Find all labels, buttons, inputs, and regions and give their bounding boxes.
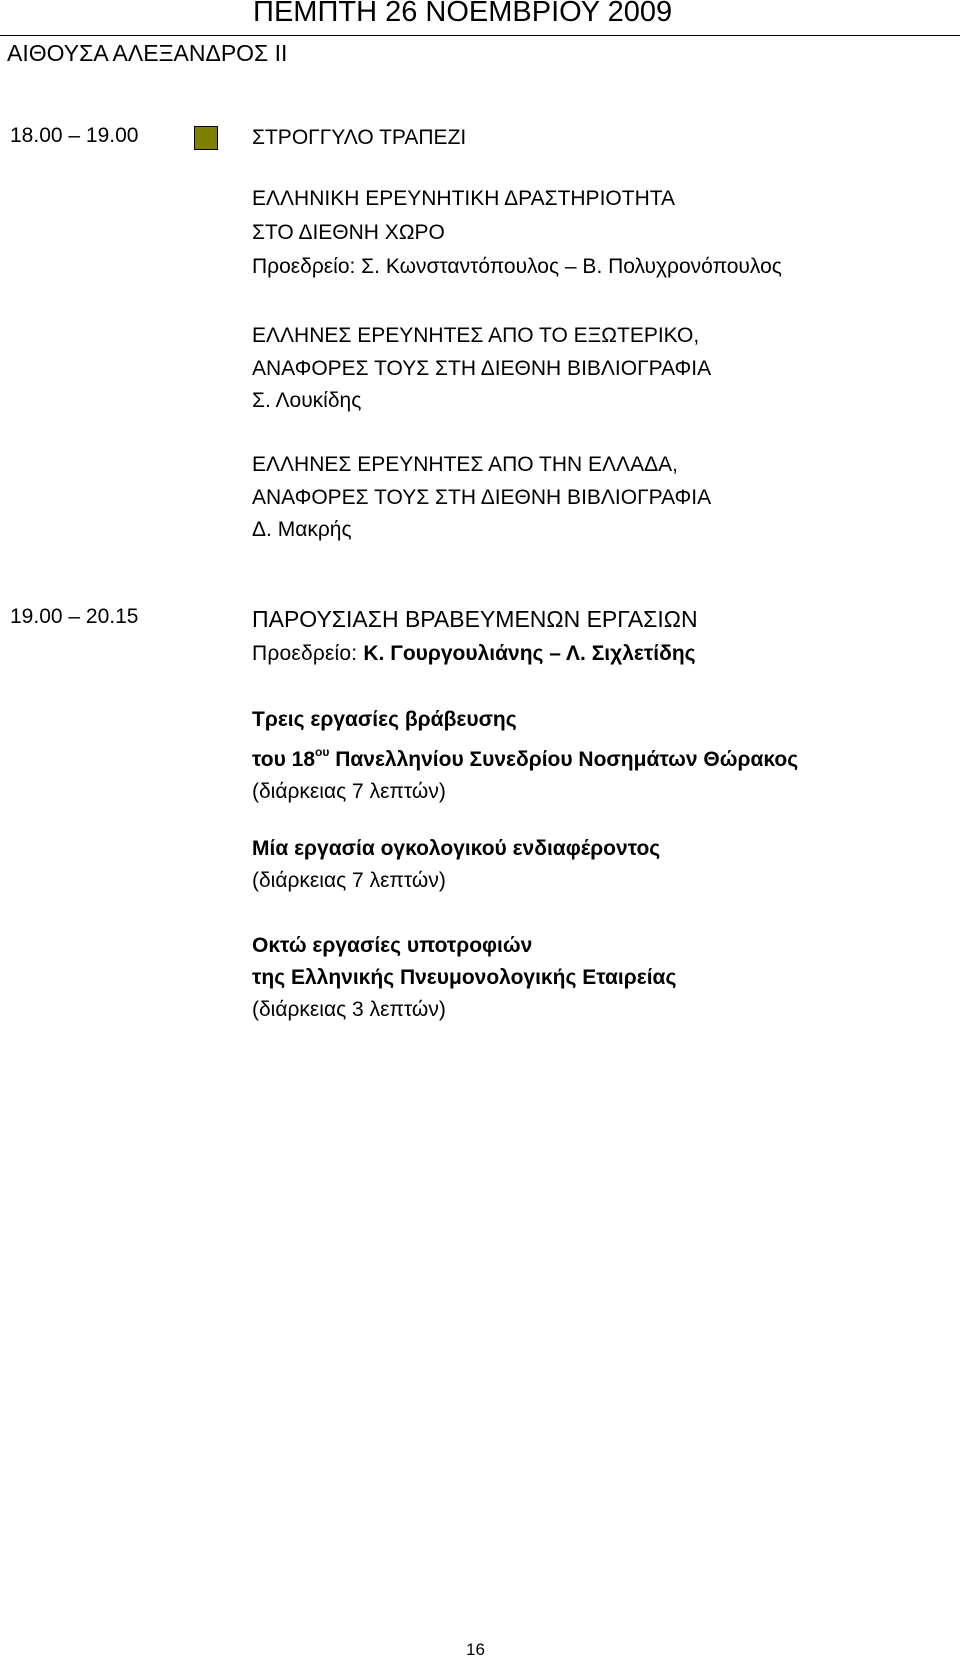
- chair-label: Προεδρείο:: [252, 255, 362, 278]
- award-item-3-title: Οκτώ εργασίες υποτροφιών: [252, 934, 533, 957]
- award-item-2-title: Μία εργασία ογκολογικού ενδιαφέροντος: [252, 837, 661, 860]
- session-color-marker: [194, 126, 218, 150]
- award-item-3: [252, 930, 676, 1026]
- talk2-line1: ΕΛΛΗΝΕΣ ΕΡΕΥΝΗΤΕΣ ΑΠΟ ΤΗΝ ΕΛΛΑΔΑ,: [252, 453, 678, 476]
- award-item-3-subtitle: της Ελληνικής Πνευμονολογικής Εταιρείας: [252, 966, 677, 989]
- session1-topic-line1: ΕΛΛΗΝΙΚΗ ΕΡΕΥΝΗΤΙΚΗ ΔΡΑΣΤΗΡΙΟΤΗΤΑ: [252, 187, 676, 210]
- talk1-speaker: Σ. Λουκίδης: [252, 389, 362, 412]
- award-item-1-duration: (διάρκειας 7 λεπτών): [252, 780, 446, 803]
- talk1-line2: ΑΝΑΦΟΡΕΣ ΤΟΥΣ ΣΤΗ ΔΙΕΘΝΗ ΒΙΒΛΙΟΓΡΑΦΙΑ: [252, 357, 712, 380]
- session2-title: ΠΑΡΟΥΣΙΑΣΗ ΒΡΑΒΕΥΜΕΝΩΝ ΕΡΓΑΣΙΩΝ: [252, 606, 698, 632]
- session1-title: ΣΤΡΟΓΓΥΛΟ ΤΡΑΠΕΖΙ: [252, 126, 467, 149]
- award-item-1-subtitle: του $18^{o\upsilon}$ Πανελληνίου Συνεδρίου Νοσημάτων Θώρακος: [252, 745, 799, 771]
- session1-chair: [252, 255, 782, 279]
- award-item-1-title: Τρεις εργασίες βράβευσης: [252, 708, 517, 731]
- award-item-2-duration: (διάρκειας 7 λεπτών): [252, 869, 446, 892]
- session2-chair: [252, 642, 696, 666]
- chair-names: Κ. Γουργουλιάνης – Λ. Σιχλετίδης: [363, 642, 696, 665]
- award-item-3-duration: (διάρκειας 3 λεπτών): [252, 998, 446, 1021]
- talk1-line1: ΕΛΛΗΝΕΣ ΕΡΕΥΝΗΤΕΣ ΑΠΟ ΤΟ ΕΞΩΤΕΡΙΚΟ,: [252, 324, 700, 347]
- date-heading: ΠΕΜΠΤΗ 26 ΝΟΕΜΒΡΙΟΥ 2009: [253, 0, 673, 28]
- session1-topic-line2: ΣΤΟ ΔΙΕΘΝΗ ΧΩΡΟ: [252, 221, 445, 244]
- session1-time: 18.00 – 19.00: [10, 124, 139, 147]
- session2-time: 19.00 – 20.15: [10, 605, 139, 628]
- hall-name: ΑΙΘΟΥΣΑ ΑΛΕΞΑΝΔΡΟΣ ΙΙ: [7, 40, 288, 66]
- award-item-1: [252, 704, 798, 808]
- talk2-line2: ΑΝΑΦΟΡΕΣ ΤΟΥΣ ΣΤΗ ΔΙΕΘΝΗ ΒΙΒΛΙΟΓΡΑΦΙΑ: [252, 486, 712, 509]
- chair-names: Σ. Κωνσταντόπουλος – Β. Πολυχρονόπουλος: [361, 255, 782, 278]
- award-item-2: [252, 833, 660, 897]
- header-divider: [0, 35, 960, 36]
- chair-label: Προεδρείο:: [252, 642, 364, 665]
- talk2-speaker: Δ. Μακρής: [252, 518, 352, 541]
- page-number: 16: [466, 1640, 485, 1659]
